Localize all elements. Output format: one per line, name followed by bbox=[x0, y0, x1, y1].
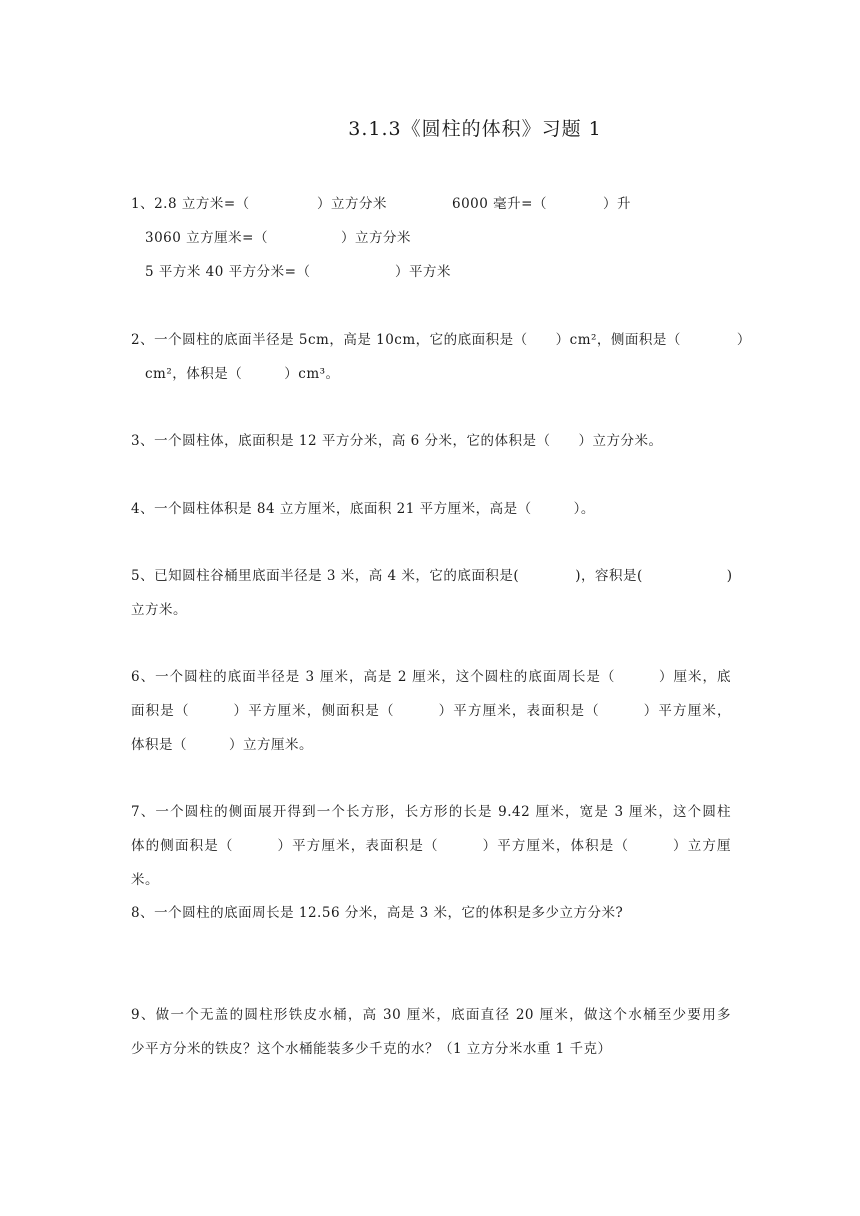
q4-text: 4、一个圆柱体积是 84 立方厘米，底面积 21 平方厘米，高是（ ）。 bbox=[131, 501, 595, 517]
q1-item-b-unit: ）升 bbox=[603, 196, 631, 212]
q1-item-a-unit: ）立方分米 bbox=[317, 196, 387, 212]
q1-item-a bbox=[131, 192, 250, 212]
q9-line-2: 少平方分米的铁皮？这个水桶能装多少千克的水？（1 立方分米水重 1 千克） bbox=[131, 1041, 612, 1057]
q2-line-2: cm²，体积是（ ）cm³。 bbox=[145, 366, 340, 382]
q1-item-a-text: 1、2.8 立方米=（ bbox=[131, 196, 250, 212]
q8-text: 8、一个圆柱的底面周长是 12.56 分米，高是 3 米，它的体积是多少立方分米? bbox=[131, 905, 624, 921]
q5-line-1: 5、已知圆柱谷桶里底面半径是 3 米，高 4 米，它的底面积是( )，容积是( ) bbox=[131, 568, 733, 584]
q3-text: 3、一个圆柱体，底面积是 12 平方分米，高 6 分米，它的体积是（ ）立方分米。 bbox=[131, 433, 663, 449]
q1-item-d: 5 平方米 40 平方分米=（ bbox=[145, 264, 311, 280]
q1-item-c-unit: ）立方分米 bbox=[341, 230, 411, 246]
q6-line-2: 面积是（ ）平方厘米，侧面积是（ ）平方厘米，表面积是（ ）平方厘米， bbox=[131, 703, 731, 719]
page-title: 3.1.3《圆柱的体积》习题 1 bbox=[348, 118, 602, 140]
q1-item-b: 6000 毫升=（ bbox=[452, 196, 547, 212]
q2-line-1: 2、一个圆柱的底面半径是 5cm，高是 10cm，它的底面积是（ ）cm²，侧面积是（ ） bbox=[131, 332, 751, 348]
q6-line-3: 体积是（ ）立方厘米。 bbox=[131, 737, 313, 753]
q9-line-1: 9、做一个无盖的圆柱形铁皮水桶，高 30 厘米，底面直径 20 厘米，做这个水桶至少要用多 bbox=[131, 1007, 731, 1023]
q7-line-3: 米。 bbox=[131, 872, 159, 888]
q5-line-2: 立方米。 bbox=[131, 602, 187, 618]
q7-line-1: 7、一个圆柱的侧面展开得到一个长方形，长方形的长是 9.42 厘米，宽是 3 厘米，这个圆柱 bbox=[131, 804, 731, 820]
q6-line-1: 6、一个圆柱的底面半径是 3 厘米，高是 2 厘米，这个圆柱的底面周长是（ ）厘米，底 bbox=[131, 669, 731, 685]
q7-line-2: 体的侧面积是（ ）平方厘米，表面积是（ ）平方厘米，体积是（ ）立方厘 bbox=[131, 838, 731, 854]
q1-item-d-unit: ）平方米 bbox=[395, 264, 451, 280]
q1-item-c: 3060 立方厘米=（ bbox=[145, 230, 268, 246]
